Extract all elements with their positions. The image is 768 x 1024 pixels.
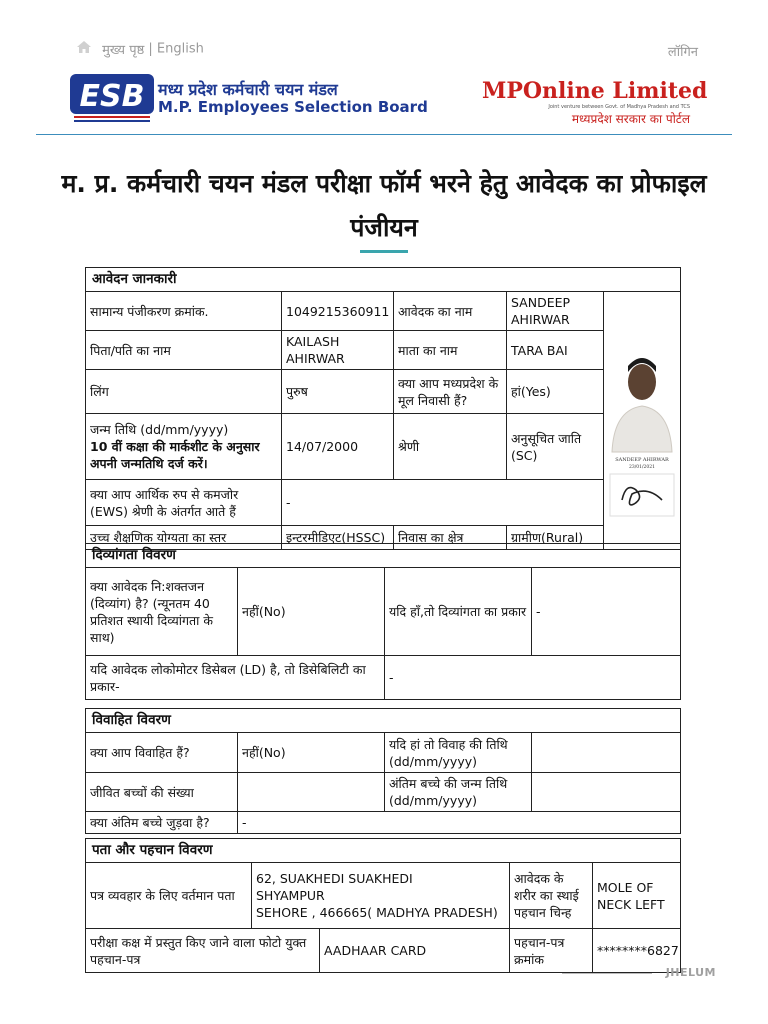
photo-signature-cell bbox=[604, 292, 681, 550]
esb-english-name: M.P. Employees Selection Board bbox=[158, 98, 428, 116]
mark-label: आवेदक के शरीर का स्थाई पहचान चिन्ह bbox=[510, 863, 593, 929]
header bbox=[70, 72, 708, 130]
children-label: जीवित बच्चों की संख्या bbox=[86, 773, 238, 812]
address-line-1: 62, SUAKHEDI SUAKHEDI bbox=[256, 871, 413, 886]
disability-type-label: यदि हाँ,तो दिव्यांगता का प्रकार bbox=[385, 568, 532, 656]
mark-value: MOLE OF NECK LEFT bbox=[593, 863, 681, 929]
esb-logo-text: ESB bbox=[79, 79, 145, 114]
watermark: JHELUM bbox=[665, 966, 716, 979]
father-value: KAILASH AHIRWAR bbox=[282, 331, 394, 370]
disability-q-value: नहीं(No) bbox=[238, 568, 385, 656]
address-line-3: SEHORE , 466665( MADHYA PRADESH) bbox=[256, 905, 498, 920]
esb-hindi-name: मध्य प्रदेश कर्मचारी चयन मंडल bbox=[158, 80, 338, 99]
ld-label: यदि आवेदक लोकोमोटर डिसेबल (LD) है, तो डिसेबिलिटी का प्रकार- bbox=[86, 656, 385, 700]
ews-value: - bbox=[282, 480, 604, 526]
id-number-label: पहचान-पत्र क्रमांक bbox=[510, 929, 593, 973]
twins-label: क्या अंतिम बच्चे जुड़वा है? bbox=[86, 812, 238, 834]
address-value bbox=[252, 863, 510, 929]
photo-caption: SANDEEP AHIRWAR bbox=[615, 456, 669, 463]
married-value: नहीं(No) bbox=[238, 733, 385, 773]
top-nav bbox=[76, 40, 698, 62]
photo-date: 23/01/2021 bbox=[629, 464, 655, 470]
edu-value: इन्टरमीडिएट(HSSC) bbox=[282, 526, 394, 550]
ews-label: क्या आप आर्थिक रुप से कमजोर (EWS) श्रेणी के अंतर्गत आते हैं bbox=[86, 480, 282, 526]
id-proof-value: AADHAAR CARD bbox=[320, 929, 510, 973]
reg-label: सामान्य पंजीकरण क्रमांक. bbox=[86, 292, 282, 331]
gender-value: पुरुष bbox=[282, 370, 394, 414]
category-label: श्रेणी bbox=[394, 414, 507, 480]
children-value bbox=[238, 773, 385, 812]
home-link[interactable]: मुख्य पृष्ठ bbox=[102, 43, 145, 58]
disability-type-value: - bbox=[532, 568, 681, 656]
ld-value: - bbox=[385, 656, 681, 700]
title-accent-bar bbox=[360, 250, 408, 253]
reg-value: 1049215360911 bbox=[282, 292, 394, 331]
disability-q-label: क्या आवेदक नि:शक्तजन (दिव्यांग) है? (न्यूनतम 40 प्रतिशत स्थायी दिव्यांगता के साथ) bbox=[86, 568, 238, 656]
edu-label: उच्च शैक्षणिक योग्यता का स्तर bbox=[86, 526, 282, 550]
application-heading: आवेदन जानकारी bbox=[86, 268, 681, 292]
application-table bbox=[85, 267, 681, 550]
dob-label: जन्म तिथि (dd/mm/yyyy) bbox=[90, 422, 229, 437]
gender-label: लिंग bbox=[86, 370, 282, 414]
esb-logo bbox=[70, 72, 154, 128]
name-value: SANDEEP AHIRWAR bbox=[507, 292, 604, 331]
mponline-sub: मध्यप्रदेश सरकार का पोर्टल bbox=[571, 112, 690, 126]
mother-value: TARA BAI bbox=[507, 331, 604, 370]
mponline-brand: MPOnline Limited bbox=[482, 78, 708, 104]
last-child-dob-label: अंतिम बच्चे की जन्म तिथि (dd/mm/yyyy) bbox=[385, 773, 532, 812]
applicant-photo bbox=[604, 314, 680, 524]
area-value: ग्रामीण(Rural) bbox=[507, 526, 604, 550]
address-line-2: SHYAMPUR bbox=[256, 888, 325, 903]
marital-table bbox=[85, 708, 681, 834]
address-table bbox=[85, 838, 681, 973]
page-title: म. प्र. कर्मचारी चयन मंडल परीक्षा फॉर्म भरने हेतु आवेदक का प्रोफाइल पंजीयन bbox=[61, 169, 707, 242]
area-label: निवास का क्षेत्र bbox=[394, 526, 507, 550]
address-label: पत्र व्यवहार के लिए वर्तमान पता bbox=[86, 863, 252, 929]
id-proof-label: परीक्षा कक्ष में प्रस्तुत किए जाने वाला फोटो युक्त पहचान-पत्र bbox=[86, 929, 320, 973]
header-divider bbox=[36, 134, 732, 135]
mother-label: माता का नाम bbox=[394, 331, 507, 370]
dob-note: 10 वीं कक्षा की मार्कशीट के अनुसार अपनी जन्मतिथि दर्ज करें। bbox=[90, 439, 260, 471]
dob-label-cell bbox=[86, 414, 282, 480]
mponline-logo bbox=[482, 78, 708, 128]
disability-table bbox=[85, 543, 681, 700]
twins-value: - bbox=[238, 812, 681, 834]
english-link[interactable]: English bbox=[156, 41, 204, 57]
domicile-value: हां(Yes) bbox=[507, 370, 604, 414]
married-label: क्या आप विवाहित हैं? bbox=[86, 733, 238, 773]
father-label: पिता/पति का नाम bbox=[86, 331, 282, 370]
address-heading: पता और पहचान विवरण bbox=[86, 839, 681, 863]
domicile-label: क्या आप मध्यप्रदेश के मूल निवासी हैं? bbox=[394, 370, 507, 414]
name-label: आवेदक का नाम bbox=[394, 292, 507, 331]
last-child-dob-value bbox=[532, 773, 681, 812]
mponline-tagline: Joint venture between Govt. of Madhya Pradesh and TCS bbox=[548, 104, 690, 110]
home-icon[interactable] bbox=[76, 40, 92, 58]
marriage-date-label: यदि हां तो विवाह की तिथि (dd/mm/yyyy) bbox=[385, 733, 532, 773]
watermark-line bbox=[562, 973, 652, 974]
login-link[interactable]: लॉगिन bbox=[667, 45, 698, 60]
marriage-date-value bbox=[532, 733, 681, 773]
id-number-value: ********6827 bbox=[593, 929, 681, 973]
marital-heading: विवाहित विवरण bbox=[86, 709, 681, 733]
nav-separator: | bbox=[148, 41, 153, 57]
dob-value: 14/07/2000 bbox=[282, 414, 394, 480]
category-value: अनुसूचित जाति (SC) bbox=[507, 414, 604, 480]
disability-heading: दिव्यांगता विवरण bbox=[86, 544, 681, 568]
